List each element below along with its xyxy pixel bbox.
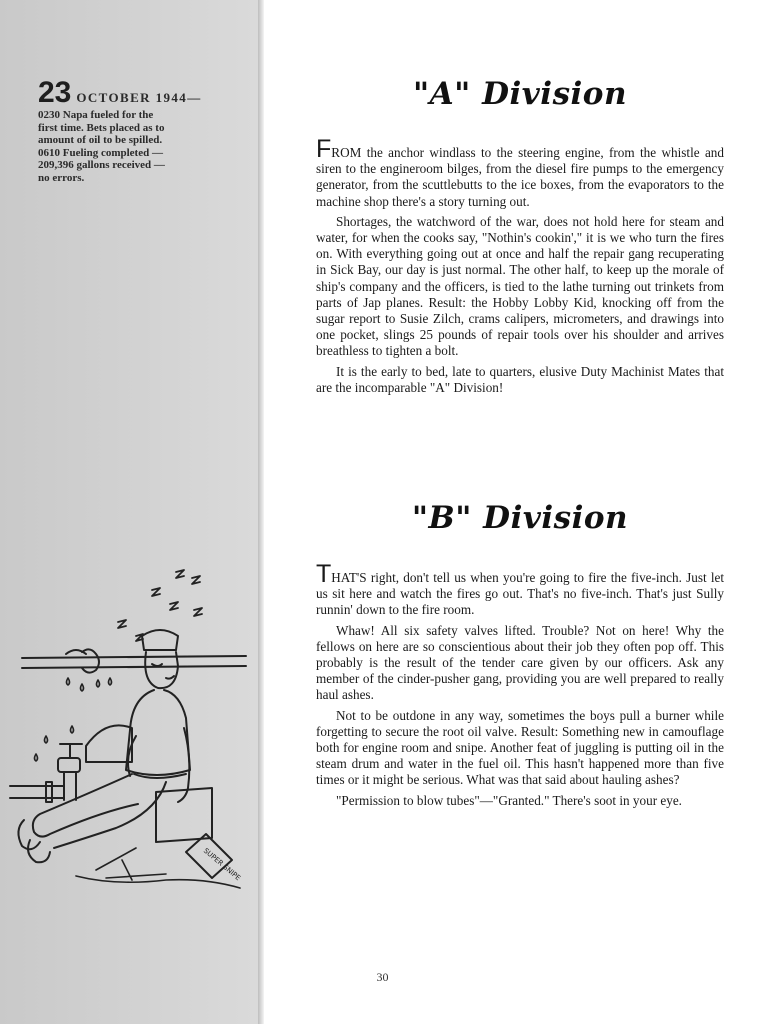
date-log-lines bbox=[38, 109, 220, 184]
page-number: 30 bbox=[376, 970, 389, 984]
date-log bbox=[38, 78, 220, 184]
b-division-title: "B" Division bbox=[411, 500, 629, 536]
a-division-section bbox=[316, 135, 724, 400]
date-heading bbox=[38, 78, 220, 108]
date-log-line: first time. Bets placed as to bbox=[38, 121, 165, 134]
dropcap: F bbox=[316, 135, 332, 163]
b-division-paragraph: Not to be outdone in any way, sometimes the boys pull a burner while forgetting to secure the root oil valve. Result: Something new in camouflage both for engine room and snipe. Another feat of juggling is putting oil in the steam drum and water in the fuel oil. This hasn't happened more than five times or it might be serious. What was that said about hauling ashes? bbox=[316, 707, 724, 788]
paragraph-text: ROM the anchor windlass to the steering engine, from the whistle and siren to the engineroom bilges, from the diesel fire pumps to the emergency generator, from the scuttlebutts to the ice boxes, from the evaporators to the machine shop there's a story turning out. bbox=[316, 145, 724, 209]
date-month: OCTOBER 1944— bbox=[76, 90, 202, 105]
b-division-section bbox=[316, 560, 724, 813]
b-division-paragraph: Whaw! All six safety valves lifted. Trouble? Not on here! Why the fellows on here are so conscientious about their job they often pop off. This probably is the result of the tender care given by our officers. Ask any member of the cinder-pusher gang, providing you are well prepared to really haul ashes. bbox=[316, 622, 724, 703]
date-log-line: 0230 Napa fueled for the bbox=[38, 109, 154, 121]
overhead-pipe bbox=[22, 649, 246, 672]
boiler-block bbox=[86, 725, 132, 762]
sailor-figure bbox=[18, 630, 212, 862]
b-division-paragraph: "Permission to blow tubes"—"Granted." There's soot in your eye. bbox=[336, 792, 682, 808]
date-day: 23 bbox=[38, 76, 72, 109]
b-division-paragraph bbox=[316, 560, 724, 619]
sign-text: SUPER SNIPE bbox=[201, 846, 243, 883]
a-division-paragraph: It is the early to bed, late to quarters, elusive Duty Machinist Mates that are the incomparable "A" Division! bbox=[316, 363, 724, 395]
valve-pipe bbox=[10, 744, 82, 802]
page-fold bbox=[258, 0, 264, 1024]
water-drips bbox=[35, 678, 112, 761]
date-log-line: no errors. bbox=[38, 171, 85, 184]
date-log-line: amount of oil to be spilled. bbox=[38, 134, 163, 146]
dropcap: T bbox=[316, 560, 332, 588]
super-snipe-sign bbox=[186, 834, 242, 882]
a-division-title: "A" Division bbox=[412, 76, 628, 112]
a-division-paragraph bbox=[316, 135, 724, 210]
date-log-line: 209,396 gallons received — bbox=[38, 159, 165, 171]
date-log-line: 0610 Fueling completed — bbox=[38, 146, 163, 159]
a-division-paragraph: Shortages, the watchword of the war, does not hold here for steam and water, for when the cooks say, "Nothin's cookin'," it is we who turn the fires on. With everything going out at once and half the repair gang recuperating in Sick Bay, our day is just normal. The other half, to keep up the morale of ship's company and the officers, is tied to the lathe turning out trinkets from parts of Jap planes. Result: the Hobby Lobby Kid, knocking off from the sugar report to Susie Zilch, crams calipers, micrometers, and drawings into one pocket, slings 25 pounds of repair tools over his shoulder and arrives breathless to tighten a bolt. bbox=[316, 213, 724, 359]
paragraph-text: HAT'S right, don't tell us when you're going to fire the five-inch. Just let us sit here and watch the fires go out. That's no five-inch. That's just Sully runnin' down to the fire room. bbox=[316, 570, 724, 618]
sleeping-sailor-cartoon bbox=[6, 560, 252, 930]
